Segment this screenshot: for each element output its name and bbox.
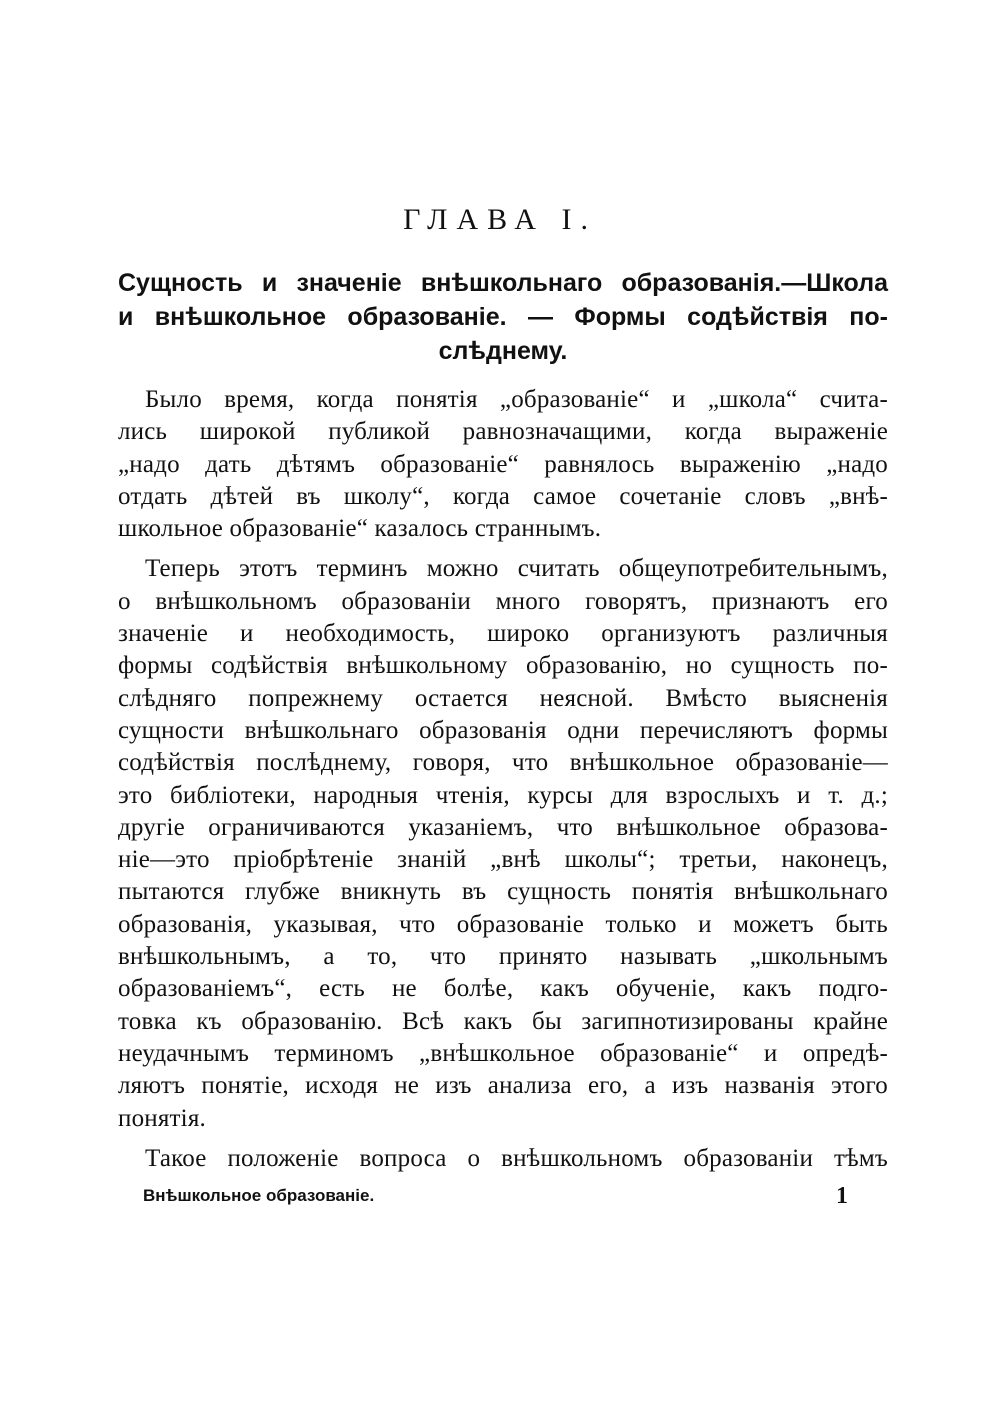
- page-number: 1: [836, 1183, 848, 1209]
- headline-line: и внѣшкольное образованіе. — Формы содѣйствія по-: [118, 303, 888, 331]
- text-line: формы содѣйствія внѣшкольному образованію, но сущность по-: [118, 652, 888, 680]
- text-line: другіе ограничиваются указаніемъ, что внѣшкольное образова-: [118, 813, 888, 841]
- text-line: внѣшкольнымъ, а то, что принято называть „школьнымъ: [118, 943, 888, 971]
- text-line: Такое положеніе вопроса о внѣшкольномъ образованіи тѣмъ: [145, 1144, 888, 1172]
- text-line: это библіотеки, народныя чтенія, курсы для взрослыхъ и т. д.;: [118, 781, 888, 809]
- text-line: Теперь этотъ терминъ можно считать общеупотребительнымъ,: [145, 555, 888, 583]
- text-line: „надо дать дѣтямъ образованіе“ равнялось выраженію „надо: [118, 450, 888, 478]
- text-line: содѣйствія послѣднему, говоря, что внѣшкольное образованіе—: [118, 749, 888, 777]
- text-line: слѣдняго попрежнему остается неясной. Вмѣсто выясненія: [118, 684, 888, 712]
- text-line: товка къ образованію. Всѣ какъ бы загипнотизированы крайне: [118, 1007, 888, 1035]
- chapter-title: ГЛАВА I.: [403, 203, 597, 236]
- headline-line: слѣднему.: [438, 337, 568, 365]
- text-line: неудачнымъ терминомъ „внѣшкольное образованіе“ и опредѣ-: [118, 1039, 888, 1067]
- text-line: сущности внѣшкольнаго образованія одни перечисляютъ формы: [118, 716, 888, 744]
- chapter-headline: [118, 266, 888, 368]
- text-line: школьное образованіе“ казалось страннымъ.: [118, 515, 602, 543]
- text-line: отдать дѣтей въ школу“, когда самое сочетаніе словъ „внѣ-: [118, 482, 888, 510]
- page-footer: [143, 1180, 848, 1212]
- paragraph-2: [118, 553, 888, 1134]
- paragraph-1: [118, 384, 888, 545]
- running-footer-title: Внѣшкольное образованіе.: [143, 1186, 375, 1205]
- text-line: значеніе и необходимость, широко организуютъ различныя: [118, 620, 888, 648]
- text-line: о внѣшкольномъ образованіи много говорятъ, признаютъ его: [118, 587, 888, 615]
- text-line: образованіемъ“, есть не болѣе, какъ обученіе, какъ подго-: [118, 975, 888, 1003]
- text-line: ніе—это пріобрѣтеніе знаній „внѣ школы“; третьи, наконецъ,: [118, 846, 888, 874]
- paragraph-3: [118, 1143, 888, 1175]
- body-text: [118, 384, 888, 1183]
- text-line: понятія.: [118, 1104, 206, 1132]
- text-line: образованія, указывая, что образованіе только и можетъ быть: [118, 910, 888, 938]
- text-line: ляютъ понятіе, исходя не изъ анализа его, а изъ названія этого: [118, 1072, 888, 1100]
- text-line: лись широкой публикой равнозначащими, когда выраженіе: [118, 418, 888, 446]
- text-line: пытаются глубже вникнуть въ сущность понятія внѣшкольнаго: [118, 878, 888, 906]
- headline-line: Сущность и значеніе внѣшкольнаго образованія.—Школа: [118, 269, 888, 297]
- text-line: Было время, когда понятія „образованіе“ и „школа“ счита-: [145, 386, 888, 413]
